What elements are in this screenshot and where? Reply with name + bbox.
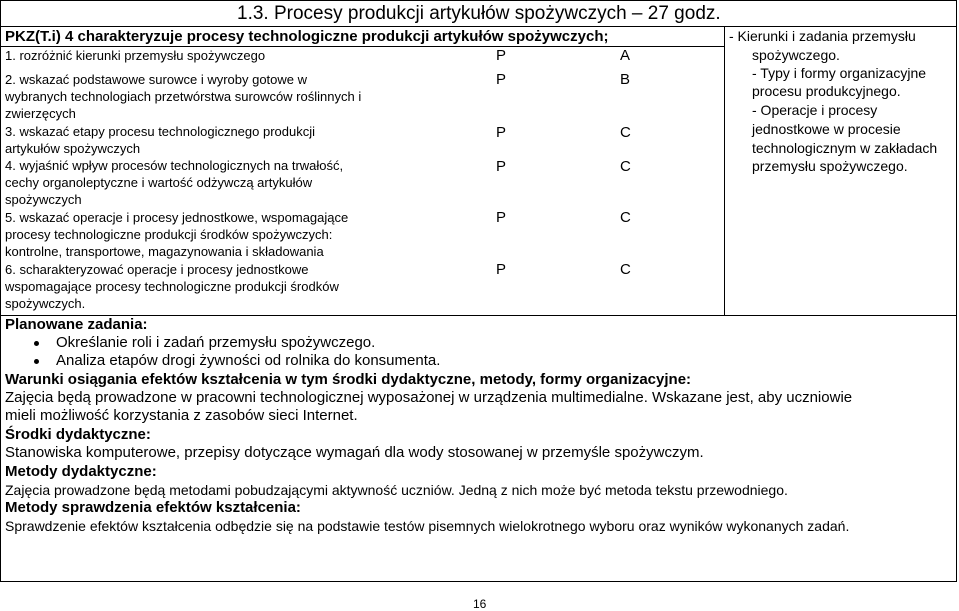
objective-text: kontrolne, transportowe, magazynowania i składowania xyxy=(5,244,324,259)
title-divider xyxy=(0,26,957,27)
right-column-line: - Operacje i procesy xyxy=(752,102,878,118)
objective-text: spożywczych. xyxy=(5,296,86,311)
evaluation-text: Sprawdzenie efektów kształcenia odbędzie się na podstawie testów pisemnych wielokrotnego wyboru oraz wyników wykonanych zadań. xyxy=(5,518,850,534)
objective-level: C xyxy=(620,209,631,226)
objective-p: P xyxy=(496,47,507,64)
objective-text: 4. wyjaśnić wpływ procesów technologicznych na trwałość, xyxy=(5,158,344,173)
section-title: 1.3. Procesy produkcji artykułów spożywczych – 27 godz. xyxy=(237,3,721,24)
conditions-text: Zajęcia będą prowadzone w pracowni technologicznej wyposażonej w urządzenia multimedialne. Wskazane jest, aby uczniowie xyxy=(5,389,853,406)
objective-level: C xyxy=(620,158,631,175)
right-column-line: spożywczego. xyxy=(752,47,840,63)
competence-header: PKZ(T.i) 4 charakteryzuje procesy technologiczne produkcji artykułów spożywczych; xyxy=(5,28,609,45)
evaluation-heading: Metody sprawdzenia efektów kształcenia: xyxy=(5,499,301,516)
right-column-line: procesu produkcyjnego. xyxy=(752,83,901,99)
objective-p: P xyxy=(496,261,507,278)
objective-p: P xyxy=(496,71,507,88)
right-column-line: technologicznym w zakładach xyxy=(752,140,938,156)
objective-text: 1. rozróżnić kierunki przemysłu spożywczego xyxy=(5,48,266,63)
bullet-icon xyxy=(34,341,39,346)
objective-text: 3. wskazać etapy procesu technologicznego produkcji xyxy=(5,124,316,139)
objective-p: P xyxy=(496,209,507,226)
methods-text: Zajęcia prowadzone będą metodami pobudzającymi aktywność uczniów. Jedną z nich może być metoda tekstu przewodniego. xyxy=(5,482,788,498)
methods-heading: Metody dydaktyczne: xyxy=(5,463,157,480)
objective-text: 6. scharakteryzować operacje i procesy jednostkowe xyxy=(5,262,309,277)
objective-text: wspomagające procesy technologiczne produkcji środków xyxy=(5,279,339,294)
right-column-line: - Typy i formy organizacyjne xyxy=(752,65,927,81)
objective-text: 5. wskazać operacje i procesy jednostkowe, wspomagające xyxy=(5,210,349,225)
column-divider xyxy=(724,26,725,315)
objective-level: A xyxy=(620,47,631,64)
right-column-line: przemysłu spożywczego. xyxy=(752,158,908,174)
objective-text: artykułów spożywczych xyxy=(5,141,141,156)
objective-level: C xyxy=(620,124,631,141)
objective-level: B xyxy=(620,71,631,88)
didactic-means-heading: Środki dydaktyczne: xyxy=(5,426,151,443)
objective-text: cechy organoleptyczne i wartość odżywczą artykułów xyxy=(5,175,313,190)
objective-text: spożywczych xyxy=(5,192,82,207)
page-number: 16 xyxy=(473,597,487,611)
bullet-icon xyxy=(34,359,39,364)
conditions-heading: Warunki osiągania efektów kształcenia w tym środki dydaktyczne, metody, formy organizacyjne: xyxy=(5,371,692,388)
planned-task-item: Analiza etapów drogi żywności od rolnika do konsumenta. xyxy=(56,352,441,369)
objective-text: zwierzęcych xyxy=(5,106,76,121)
objective-text: procesy technologiczne produkcji środków spożywczych: xyxy=(5,227,333,242)
planned-task-item: Określanie roli i zadań przemysłu spożywczego. xyxy=(56,334,376,351)
objective-p: P xyxy=(496,124,507,141)
planned-tasks-heading: Planowane zadania: xyxy=(5,316,148,333)
right-column-header: - Kierunki i zadania przemysłu xyxy=(729,28,916,44)
didactic-means-text: Stanowiska komputerowe, przepisy dotyczące wymagań dla wody stosowanej w przemyśle spożywczym. xyxy=(5,444,704,461)
objective-text: 2. wskazać podstawowe surowce i wyroby gotowe w xyxy=(5,72,308,87)
objective-level: C xyxy=(620,261,631,278)
objective-p: P xyxy=(496,158,507,175)
objective-text: wybranych technologiach przetwórstwa surowców roślinnych i xyxy=(5,89,362,104)
right-column-line: jednostkowe w procesie xyxy=(752,121,901,137)
conditions-text: mieli możliwość korzystania z zasobów sieci Internet. xyxy=(5,407,358,424)
